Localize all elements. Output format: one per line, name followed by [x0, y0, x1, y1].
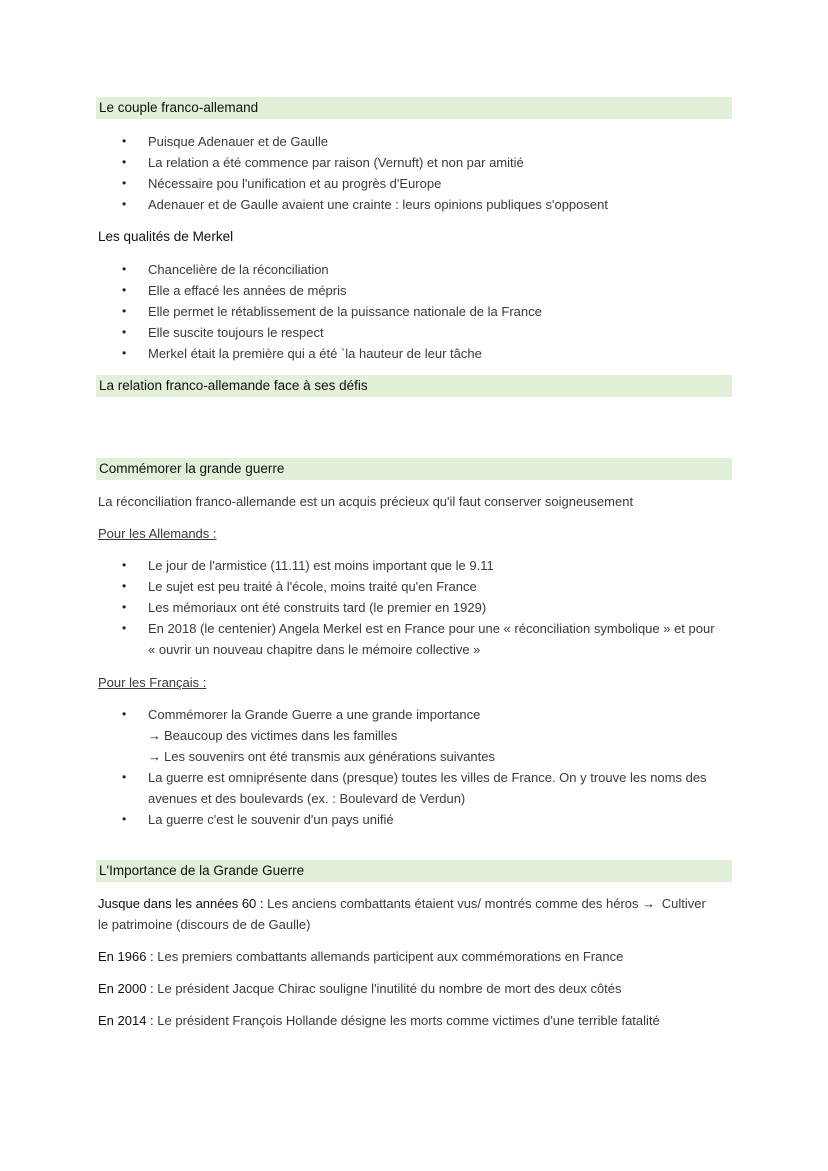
bullet-icon: • — [122, 579, 127, 593]
list-item: • Commémorer la Grande Guerre a une grande importance → Beaucoup des victimes dans les familles → Les souvenirs ont été transmis aux générations suivantes — [98, 704, 718, 767]
list-merkel — [98, 259, 718, 364]
sub-item: → Beaucoup des victimes dans les familles — [148, 728, 398, 743]
bullet-icon: • — [122, 176, 127, 190]
bullet-icon: • — [122, 197, 127, 211]
bullet-icon: • — [122, 621, 127, 635]
bullet-icon: • — [122, 812, 127, 826]
list-item: • La guerre est omniprésente dans (presque) toutes les villes de France. On y trouve les noms des avenues et des boulevards (ex. : Boulevard de Verdun) — [98, 767, 718, 809]
bullet-icon: • — [122, 600, 127, 614]
bullet-icon: • — [122, 346, 127, 360]
list-item: • Le sujet est peu traité à l'école, moins traité qu'en France — [98, 576, 718, 597]
bullet-icon: • — [122, 283, 127, 297]
arrow-right-icon: → — [148, 749, 161, 764]
bullet-icon: • — [122, 134, 127, 148]
paragraph-2014: En 2014 : Le président François Hollande désigne les morts comme victimes d'une terrible fatalité — [98, 1013, 660, 1028]
sub-item: → Les souvenirs ont été transmis aux générations suivantes — [148, 749, 495, 764]
heading-merkel: Les qualités de Merkel — [98, 229, 234, 244]
list-item: • Elle a effacé les années de mépris — [98, 280, 718, 301]
list-item: • Nécessaire pou l'unification et au progrès d'Europe — [98, 173, 718, 194]
bullet-icon: • — [122, 325, 127, 339]
list-item: • Puisque Adenauer et de Gaulle — [98, 131, 718, 152]
heading-importance: L'Importance de la Grande Guerre — [96, 860, 732, 882]
paragraph-lead: En 1966 : — [98, 949, 154, 964]
list-item: • Adenauer et de Gaulle avaient une crainte : leurs opinions publiques s'opposent — [98, 194, 718, 215]
heading-couple: Le couple franco-allemand — [96, 97, 732, 119]
paragraph-lead: En 2000 : — [98, 981, 154, 996]
bullet-icon: • — [122, 155, 127, 169]
bullet-icon: • — [122, 262, 127, 276]
heading-commemorer: Commémorer la grande guerre — [96, 458, 732, 480]
paragraph-2000: En 2000 : Le président Jacque Chirac souligne l'inutilité du nombre de mort des deux côtés — [98, 981, 622, 996]
list-item: • Les mémoriaux ont été construits tard (le premier en 1929) — [98, 597, 718, 618]
intro-paragraph: La réconciliation franco-allemande est un acquis précieux qu'il faut conserver soigneusement — [98, 494, 634, 509]
list-item: • Elle suscite toujours le respect — [98, 322, 718, 343]
list-francais — [98, 704, 718, 830]
list-item: • Le jour de l'armistice (11.11) est moins important que le 9.11 — [98, 555, 718, 576]
list-allemands — [98, 555, 718, 660]
list-couple — [98, 131, 718, 215]
arrow-right-icon: → — [642, 896, 656, 911]
arrow-right-icon: → — [148, 728, 161, 743]
bullet-icon: • — [122, 304, 127, 318]
bullet-icon: • — [122, 707, 127, 721]
paragraph-annees-60: Jusque dans les années 60 : Les anciens combattants étaient vus/ montrés comme des héros → Cultiver le patrimoine (discours de de Gaulle) — [98, 896, 706, 932]
bullet-icon: • — [122, 770, 127, 784]
list-item: • En 2018 (le centenier) Angela Merkel est en France pour une « réconciliation symbolique » et pour « ouvrir un nouveau chapitre dans le mémoire collective » — [98, 618, 718, 660]
list-item: • Merkel était la première qui a été `la hauteur de leur tâche — [98, 343, 718, 364]
heading-defis: La relation franco-allemande face à ses défis — [96, 375, 732, 397]
bullet-icon: • — [122, 558, 127, 572]
list-item: • La guerre c'est le souvenir d'un pays unifié — [98, 809, 718, 830]
list-item: • Chancelière de la réconciliation — [98, 259, 718, 280]
label-allemands: Pour les Allemands : — [98, 526, 217, 541]
paragraph-lead: Jusque dans les années 60 : — [98, 896, 264, 911]
list-item: • La relation a été commence par raison (Vernuft) et non par amitié — [98, 152, 718, 173]
paragraph-lead: En 2014 : — [98, 1013, 154, 1028]
list-item: • Elle permet le rétablissement de la puissance nationale de la France — [98, 301, 718, 322]
label-francais: Pour les Français : — [98, 675, 207, 690]
paragraph-1966: En 1966 : Les premiers combattants allemands participent aux commémorations en France — [98, 949, 624, 964]
